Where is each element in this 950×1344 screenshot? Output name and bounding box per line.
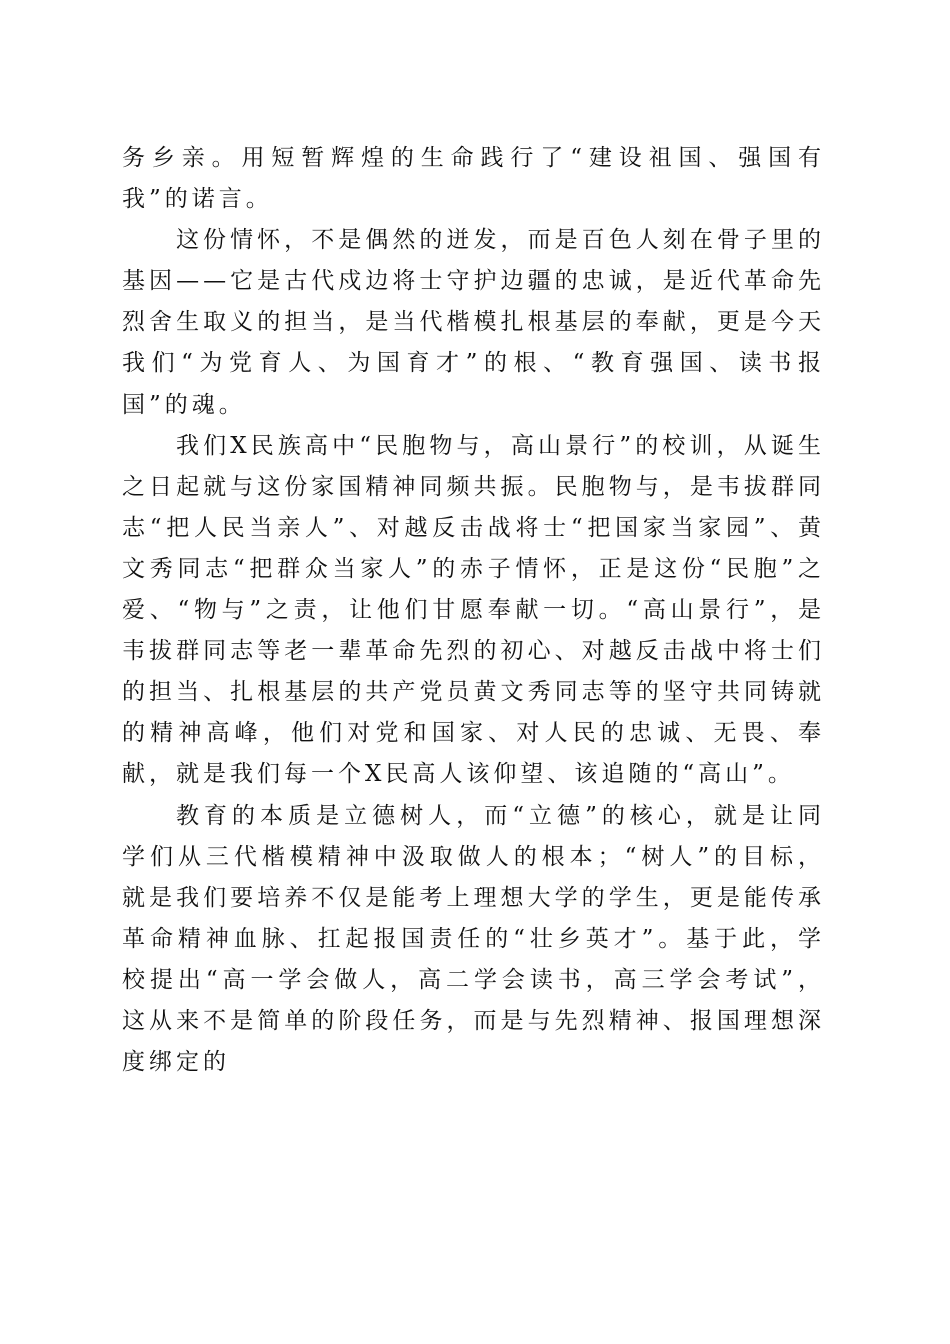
paragraph-education-essence: 教育的本质是立德树人，而“立德”的核心，就是让同学们从三代楷模精神中汲取做人的根本；“树人”的目标，就是我们要培养不仅是能考上理想大学的学生，更是能传承革命精神血脉、扛起报国责任的“壮乡英才”。基于此，学校提出“高一学会做人，高二学会读书，高三学会考试”，这从来不是简单的阶段任务，而是与先烈精神、报国理想深度绑定的 — [122, 802, 825, 1076]
paragraph-patriotic-spirit: 这份情怀，不是偶然的迸发，而是百色人刻在骨子里的基因——它是古代戍边将士守护边疆的忠诚，是近代革命先烈舍生取义的担当，是当代楷模扎根基层的奉献，更是今天我们“为党育人、为国育才”的根、“教育强国、读书报国”的魂。 — [122, 227, 825, 418]
document-page — [122, 138, 825, 1083]
paragraph-school-motto: 我们X民族高中“民胞物与，高山景行”的校训，从诞生之日起就与这份家国精神同频共振。民胞物与，是韦拔群同志“把人民当亲人”、对越反击战将士“把国家当家园”、黄文秀同志“把群众当家人”的赤子情怀，正是这份“民胞”之爱、“物与”之责，让他们甘愿奉献一切。“高山景行”，是韦拔群同志等老一辈革命先烈的初心、对越反击战中将士们的担当、扎根基层的共产党员黄文秀同志等的坚守共同铸就的精神高峰，他们对党和国家、对人民的忠诚、无畏、奉献，就是我们每一个X民高人该仰望、该追随的“高山”。 — [122, 432, 825, 788]
paragraph-continuation: 务乡亲。用短暂辉煌的生命践行了“建设祖国、强国有我”的诺言。 — [122, 145, 825, 213]
